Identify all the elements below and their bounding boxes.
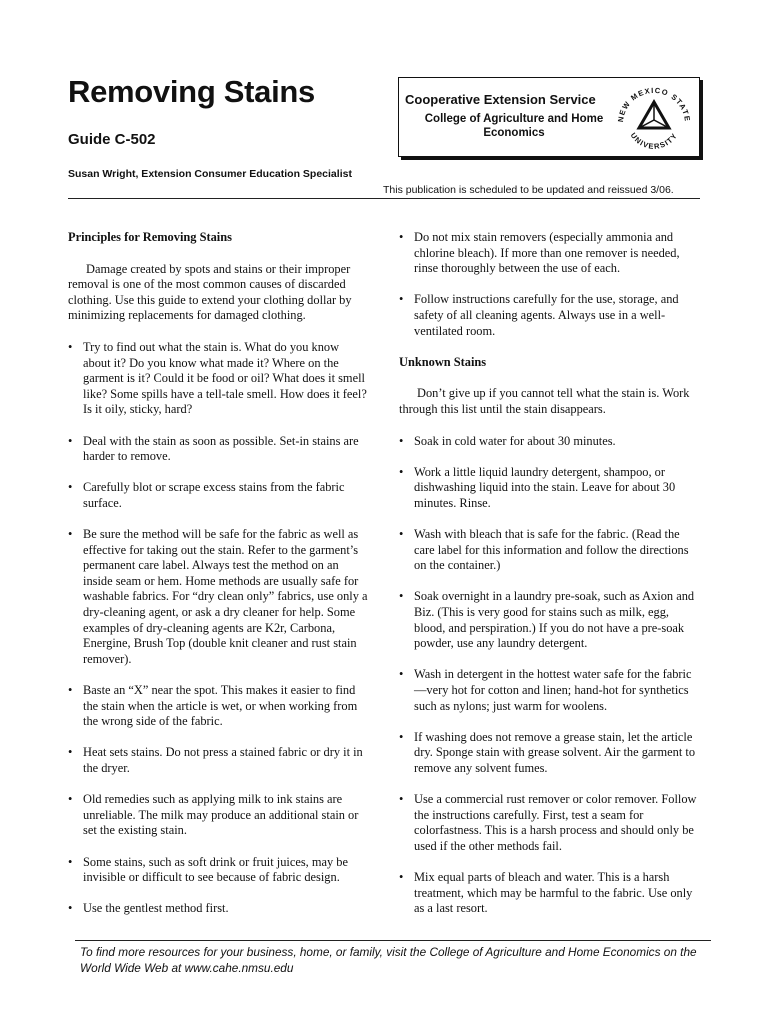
section-heading-principles: Principles for Removing Stains — [68, 230, 232, 244]
list-item: • Heat sets stains. Do not press a stained fabric or dry it in the dryer. — [68, 745, 363, 775]
list-item: • Use a commercial rust remover or color remover. Follow the instructions carefully. First, test a seam for colorfastness. This is a harsh process and should only be used if the other methods fail. — [399, 792, 697, 853]
list-item: • Soak overnight in a laundry pre-soak, such as Axion and Biz. (This is very good for stains such as milk, egg, blood, and perspiration.) If you do not have a pre-soak powder, use any laundry detergent. — [399, 589, 695, 651]
list-item: • Old remedies such as applying milk to ink stains are unreliable. The milk may produce an additional stain or set the existing stain. — [68, 792, 359, 838]
logo-lettering: NEW MEXICO STATE — [615, 85, 693, 123]
left-column — [68, 230, 368, 933]
author-line: Susan Wright, Extension Consumer Education Specialist — [68, 168, 352, 180]
list-item: • Be sure the method will be safe for the fabric as well as effective for taking out the stain. Refer to the garment’s permanent care label. Always test the method on an inside seam or hem. Home methods are usually safe for washable fabrics. For “dry clean only” fabrics, use only a dry-cleaning agent, or ask a dry cleaner for help. Some examples of dry-cleaning agents are K2r, Carbona, Energine, Brush Top (double knit cleaner and rust stain remover). — [68, 527, 368, 666]
section-heading-unknown-stains: Unknown Stains — [399, 354, 487, 369]
unknown-stains-intro: Don’t give up if you cannot tell what the stain is. Work through this list until the stain disappears. — [399, 386, 690, 416]
list-item: • Try to find out what the stain is. What do you know about it? Do you know what made it? Where on the garment is it? Could it be food or oil? What does it smell like? Some spills have a tell-tale smell. How does it feel? Is it oily, sticky, hard? — [68, 339, 367, 417]
guide-number: Guide C-502 — [68, 131, 156, 148]
list-item: • Do not mix stain removers (especially ammonia and chlorine bleach). If more than one remover is needed, rinse thoroughly between the use of each. — [399, 230, 680, 276]
list-item: • Wash with bleach that is safe for the fabric. (Read the care label for this information and follow the directions on the container.) — [399, 527, 689, 573]
list-item: • Soak in cold water for about 30 minutes. — [399, 433, 616, 448]
list-item: • Wash in detergent in the hottest water safe for the fabric—very hot for cotton and linen; hand-hot for synthetics such as nylons; just warm for woolens. — [399, 667, 692, 713]
college-name: College of Agriculture and Home Economics — [424, 113, 604, 139]
reissue-note: This publication is scheduled to be updated and reissued 3/06. — [383, 184, 674, 196]
list-item: • Work a little liquid laundry detergent, shampoo, or dishwashing liquid into the stain. Leave for about 30 minutes. Rinse. — [399, 464, 676, 510]
list-item: • Baste an “X” near the spot. This makes it easier to find the stain when the article is wet, or when working from the wrong side of the fabric. — [68, 683, 358, 729]
list-item: • If washing does not remove a grease stain, let the article dry. Sponge stain with grease solvent. Air the garment to remove any solvent fumes. — [399, 729, 696, 775]
footer-resources-note: To find more resources for your business, home, or family, visit the College of Agriculture and Home Economics on the World Wide Web at www.cahe.nmsu.edu — [80, 945, 697, 975]
extension-service-box — [398, 77, 700, 157]
list-item: • Follow instructions carefully for the use, storage, and safety of all cleaning agents. Always use in a well-ventilated room. — [399, 292, 679, 338]
logo-lettering-bottom: UNIVERSITY — [628, 130, 680, 151]
list-item: • Use the gentlest method first. — [68, 901, 229, 916]
list-item: • Deal with the stain as soon as possible. Set-in stains are harder to remove. — [68, 433, 359, 464]
principles-intro: Damage created by spots and stains or their improper removal is one of the most common causes of discarded clothing. Use this guide to extend your clothing dollar by minimizing replacements for damaged clothing. — [68, 261, 352, 323]
right-column — [399, 230, 701, 933]
list-item: • Some stains, such as soft drink or fruit juices, may be invisible or difficult to see because of fabric design. — [68, 854, 348, 885]
nmsu-logo — [611, 80, 697, 154]
header-divider — [68, 198, 700, 199]
footer-divider — [75, 940, 711, 941]
list-item: • Carefully blot or scrape excess stains from the fabric surface. — [68, 480, 345, 510]
page-title: Removing Stains — [68, 74, 315, 109]
list-item: • Mix equal parts of bleach and water. This is a harsh treatment, which may be harmful to the fabric. Use only as a last resort. — [399, 870, 693, 916]
extension-service-title: Cooperative Extension Service — [405, 92, 596, 107]
